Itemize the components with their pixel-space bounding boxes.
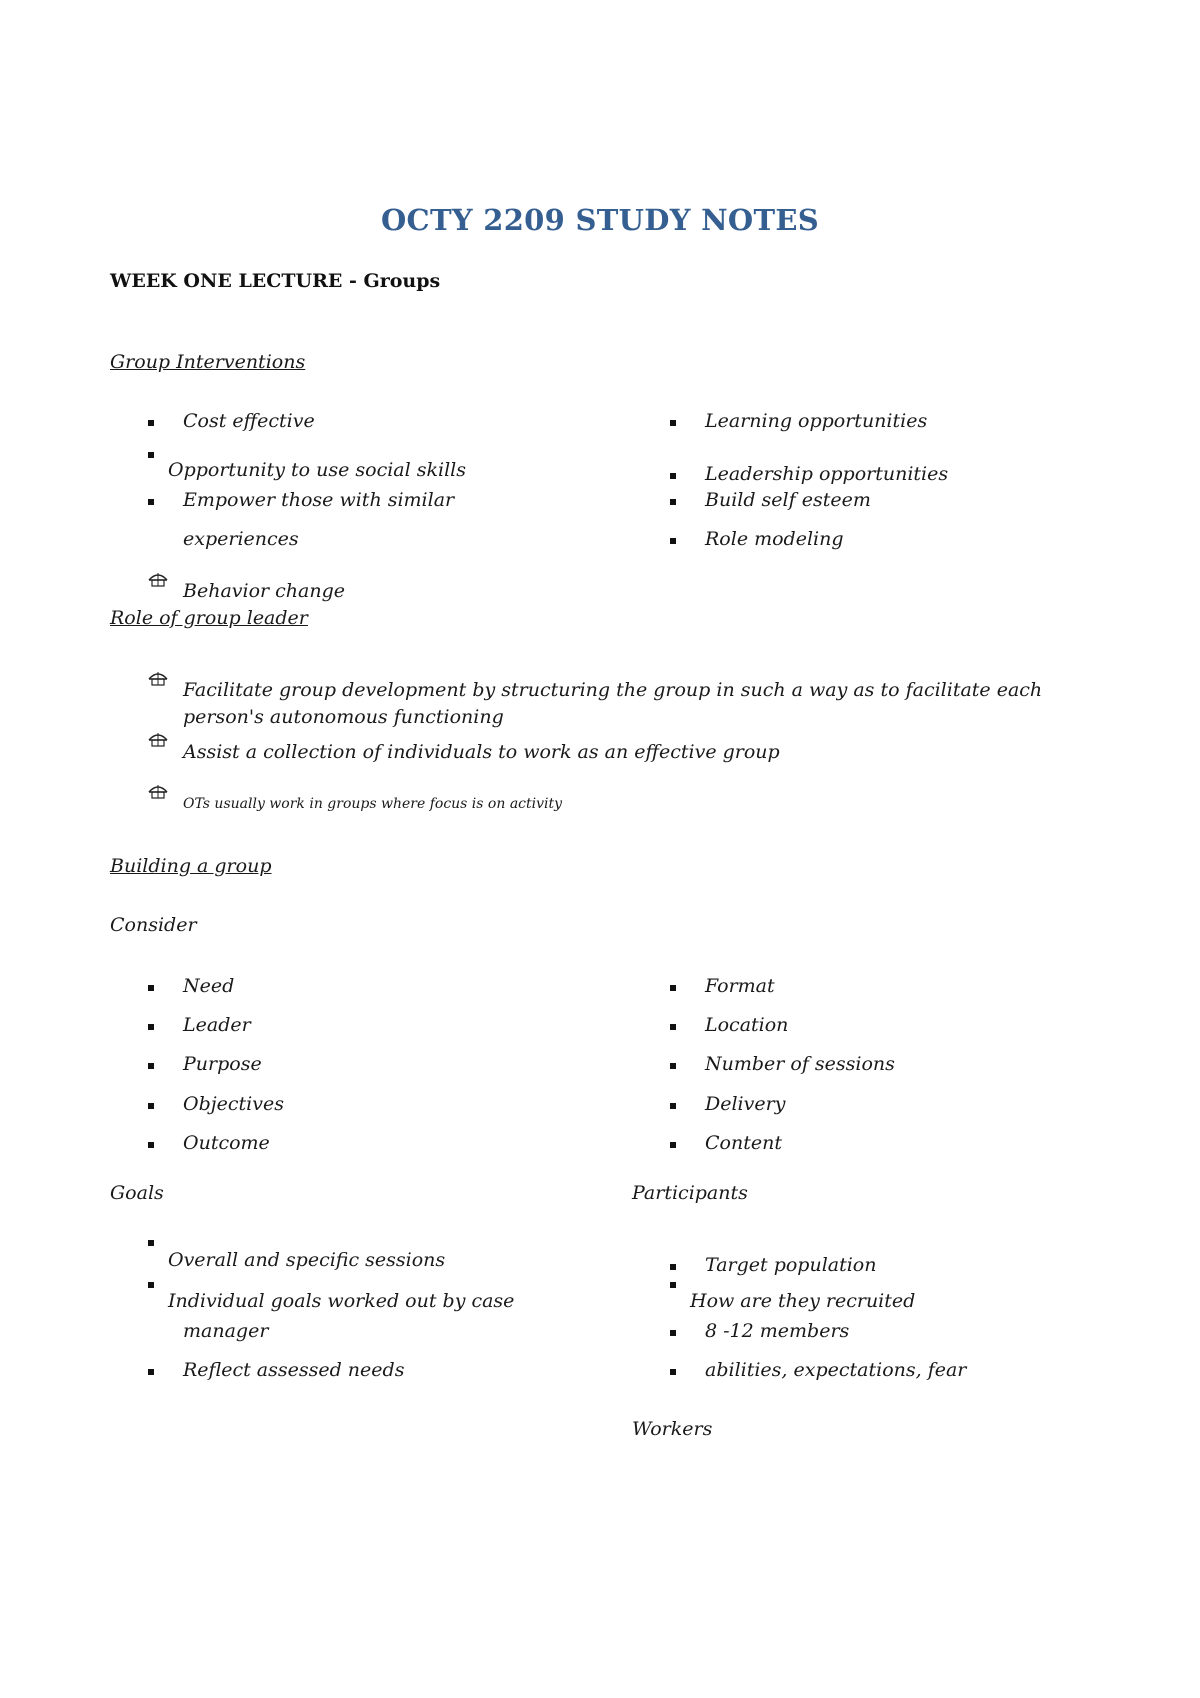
list-item: Leadership opportunities	[705, 463, 949, 485]
square-bullet-icon	[148, 1240, 154, 1246]
week-topic: Groups	[363, 270, 441, 292]
square-bullet-icon	[670, 420, 676, 426]
list-item-continued: person's autonomous functioning	[183, 706, 504, 728]
role-of-leader-heading: Role of group leader	[110, 607, 308, 629]
workers-heading: Workers	[632, 1418, 713, 1440]
consider-label: Consider	[110, 914, 197, 936]
list-item: Delivery	[705, 1093, 786, 1115]
list-item: 8 -12 members	[705, 1320, 850, 1342]
page-title: OCTY 2209 STUDY NOTES	[381, 203, 819, 237]
week-label: WEEK ONE LECTURE	[110, 270, 343, 292]
list-item: Reflect assessed needs	[183, 1359, 405, 1381]
square-bullet-icon	[670, 473, 676, 479]
square-bullet-icon	[148, 1024, 154, 1030]
list-item: Empower those with similar	[183, 489, 455, 511]
square-bullet-icon	[148, 452, 154, 458]
square-bullet-icon	[670, 1369, 676, 1375]
list-item: Role modeling	[705, 528, 844, 550]
week-heading	[110, 270, 440, 292]
square-bullet-icon	[670, 1142, 676, 1148]
square-bullet-icon	[148, 985, 154, 991]
list-item: Location	[705, 1014, 789, 1036]
square-bullet-icon	[148, 1063, 154, 1069]
square-bullet-icon	[148, 1103, 154, 1109]
list-item: Behavior change	[183, 580, 345, 602]
list-item: Content	[705, 1132, 782, 1154]
list-item: Overall and specific sessions	[168, 1249, 446, 1271]
square-bullet-icon	[148, 1282, 154, 1288]
wingding-symbol-icon	[147, 782, 169, 800]
group-interventions-heading: Group Interventions	[110, 351, 306, 373]
square-bullet-icon	[670, 985, 676, 991]
square-bullet-icon	[670, 1103, 676, 1109]
list-item: Purpose	[183, 1053, 262, 1075]
list-item: Assist a collection of individuals to work as an effective group	[183, 741, 780, 763]
wingding-symbol-icon	[147, 570, 169, 588]
list-item: Learning opportunities	[705, 410, 928, 432]
list-item: How are they recruited	[690, 1290, 916, 1312]
list-item: Target population	[705, 1254, 877, 1276]
list-item: Cost effective	[183, 410, 315, 432]
square-bullet-icon	[670, 499, 676, 505]
list-item-continued: manager	[183, 1320, 269, 1342]
building-group-heading: Building a group	[110, 855, 272, 877]
wingding-symbol-icon	[147, 669, 169, 687]
list-item: Leader	[183, 1014, 251, 1036]
list-item: Individual goals worked out by case	[168, 1290, 515, 1312]
square-bullet-icon	[148, 1369, 154, 1375]
list-item: Facilitate group development by structuring the group in such a way as to facilitate each	[183, 679, 1043, 701]
list-item: Opportunity to use social skills	[168, 459, 466, 481]
list-item: Number of sessions	[705, 1053, 895, 1075]
list-item: abilities, expectations, fear	[705, 1359, 967, 1381]
participants-heading: Participants	[632, 1182, 748, 1204]
square-bullet-icon	[670, 1330, 676, 1336]
square-bullet-icon	[148, 420, 154, 426]
list-item: Format	[705, 975, 775, 997]
square-bullet-icon	[670, 1024, 676, 1030]
square-bullet-icon	[670, 1264, 676, 1270]
list-item: Need	[183, 975, 235, 997]
list-item: Build self esteem	[705, 489, 871, 511]
square-bullet-icon	[148, 499, 154, 505]
goals-heading: Goals	[110, 1182, 164, 1204]
list-item: Objectives	[183, 1093, 284, 1115]
square-bullet-icon	[670, 1282, 676, 1288]
week-separator: -	[342, 270, 364, 292]
wingding-symbol-icon	[147, 730, 169, 748]
square-bullet-icon	[670, 1063, 676, 1069]
list-item-continued: experiences	[183, 528, 299, 550]
square-bullet-icon	[148, 1142, 154, 1148]
square-bullet-icon	[670, 538, 676, 544]
list-item-small: OTs usually work in groups where focus is on activity	[183, 796, 563, 812]
list-item: Outcome	[183, 1132, 270, 1154]
